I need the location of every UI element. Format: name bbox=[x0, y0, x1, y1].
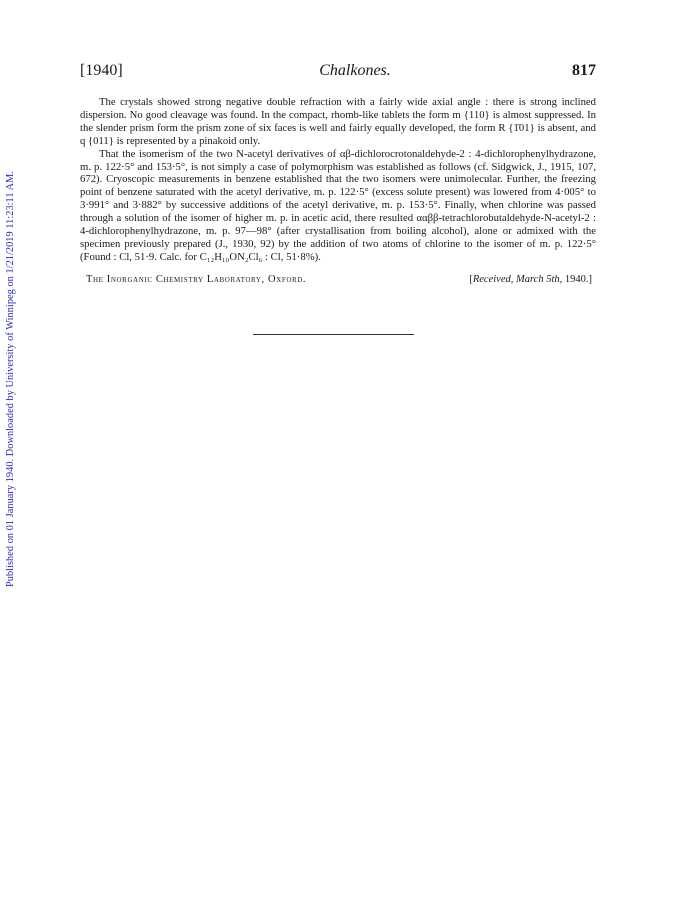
header-year: [1940] bbox=[80, 62, 123, 79]
running-header bbox=[80, 60, 596, 84]
paragraph-isomerism: That the isomerism of the two N-acetyl derivatives of αβ-dichlorocrotonaldehyde-2 : 4-dichlorophenylhydrazone, m. p. 122·5° and 153·5°, is not simply a case of polymorphism was established as follows (cf. Sidgwick, J., 1915, 107, 672). Cryoscopic measurements in benzene established that the two isomers were unimolecular. Further, the freezing point of benzene saturated with the acetyl derivative, m. p. 122·5° (excess solute present) was lowered from 4·005° to 3·991° and 3·882° by successive additions of the acetyl derivative, m. p. 153·5°. Finally, when chlorine was passed through a solution of the isomer of higher m. p. in acetic acid, there resulted ααββ-tetrachlorobutaldehyde-N-acetyl-2 : 4-dichlorophenylhydrazone, m. p. 97—98° (after crystallisation from boiling alcohol), alone or admixed with the specimen previously prepared (J., 1930, 92) by the addition of two atoms of chlorine to the isomer of m. p. 122·5° (Found : Cl, 51·9. Calc. for C₁₂H₁₀ON₂Cl₆ : Cl, 51·8%). bbox=[80, 147, 596, 263]
signature-line bbox=[80, 274, 596, 290]
received-bracket-open: [ bbox=[469, 273, 473, 285]
received-year: 1940. bbox=[564, 273, 589, 285]
page-number: 817 bbox=[572, 62, 596, 79]
journal-page bbox=[80, 60, 596, 290]
received-label: Received, March 5th, bbox=[472, 273, 563, 285]
header-title: Chalkones. bbox=[319, 62, 391, 79]
paragraph-crystals: The crystals showed strong negative double refraction with a fairly wide axial angle : there is strong inclined dispersion. No good cleavage was found. In the compact, rhomb-like tablets the form m {110} is almost suppressed. In the slender prism form the prism zone of six faces is well and fairly equally developed, the form R {1̄01} is absent, and q {011} is represented by a pinakoid only. bbox=[80, 96, 596, 147]
received-bracket-close: ] bbox=[588, 273, 592, 285]
download-notice bbox=[3, 137, 17, 587]
end-rule bbox=[253, 334, 414, 335]
received-date bbox=[469, 274, 592, 285]
download-notice-text: Published on 01 January 1940. Downloaded by University of Winnipeg on 1/21/2019 11:23:11 AM. bbox=[5, 171, 16, 587]
laboratory-address: The Inorganic Chemistry Laboratory, Oxford. bbox=[86, 273, 307, 285]
article-body bbox=[80, 96, 596, 264]
